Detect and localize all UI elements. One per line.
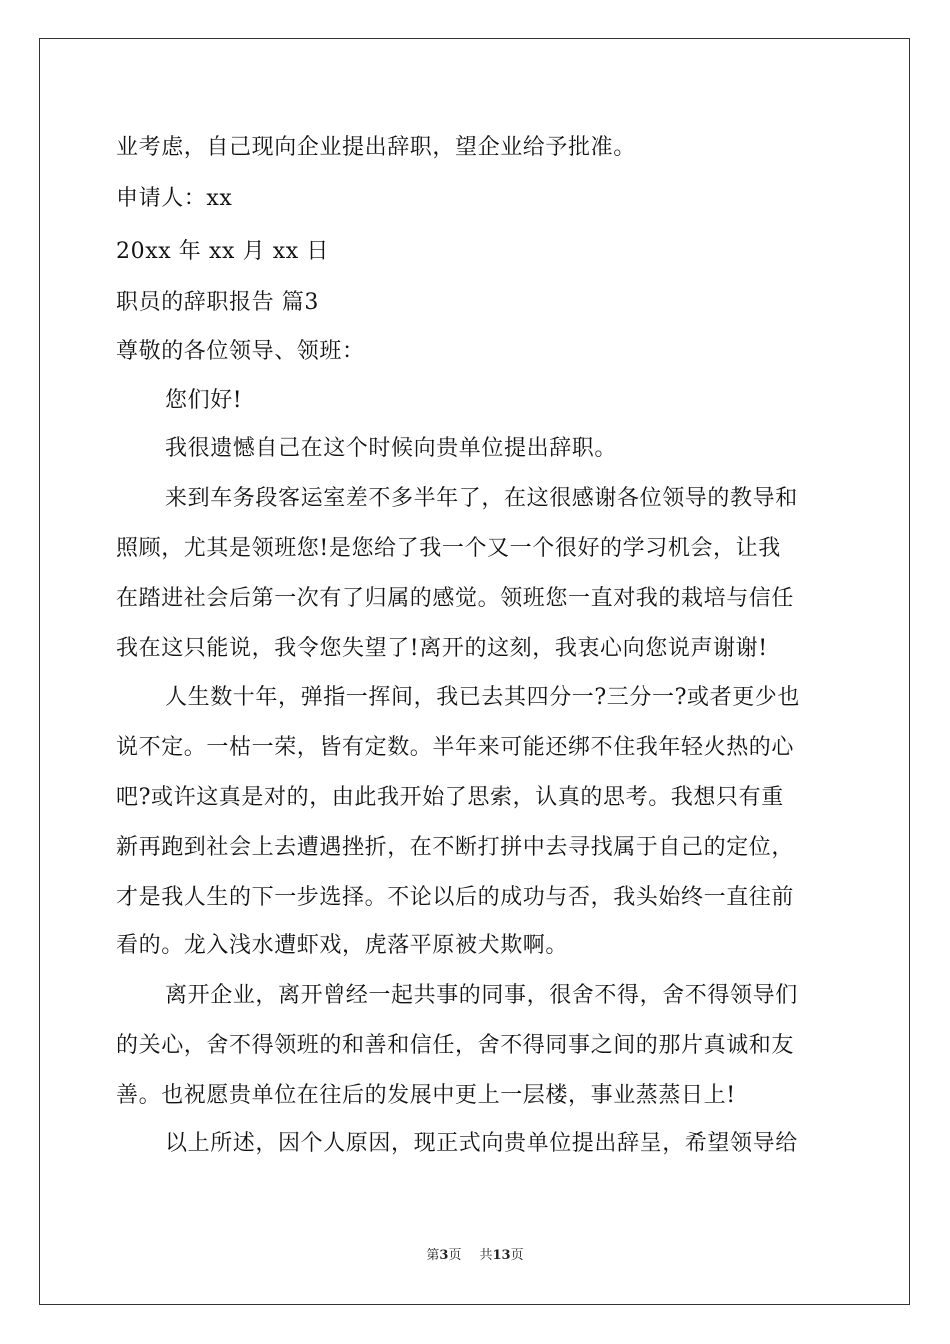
- text-line-13: 说不定。一枯一荣，皆有定数。半年来可能还绑不住我年轻火热的心: [116, 735, 795, 760]
- text-line-9: 照顾，尤其是领班您!是您给了我一个又一个很好的学习机会，让我: [116, 536, 781, 561]
- footer-page-suffix: 页: [448, 1248, 462, 1263]
- date-line: 20xx 年 xx 月 xx 日: [116, 239, 330, 264]
- text-line-10: 在踏进社会后第一次有了归属的感觉。领班您一直对我的栽培与信任: [116, 586, 795, 611]
- text-line-15: 新再跑到社会上去遭遇挫折，在不断打拼中去寻找属于自己的定位，: [116, 835, 795, 860]
- text-line-1: 业考虑，自己现向企业提出辞职，望企业给予批准。: [116, 135, 636, 160]
- text-line-18: 离开企业，离开曾经一起共事的同事，很舍不得，舍不得领导们: [165, 983, 798, 1008]
- text-line-12: 人生数十年，弹指一挥间，我已去其四分一?三分一?或者更少也: [165, 685, 800, 710]
- page-border: [39, 38, 910, 1305]
- text-line-11: 我在这只能说，我令您失望了!离开的这刻，我衷心向您说声谢谢!: [116, 636, 768, 661]
- text-line-8: 来到车务段客运室差不多半年了，在这很感谢各位领导的教导和: [165, 486, 798, 511]
- text-line-16: 才是我人生的下一步选择。不论以后的成功与否，我头始终一直往前: [116, 885, 795, 910]
- text-line-21: 以上所述，因个人原因，现正式向贵单位提出辞呈，希望领导给: [165, 1131, 798, 1156]
- footer-total-prefix: 共: [479, 1248, 493, 1263]
- section-heading: 职员的辞职报告 篇3: [116, 290, 319, 315]
- salutation-line: 尊敬的各位领导、领班：: [116, 339, 365, 364]
- text-line-7: 我很遗憾自己在这个时候向贵单位提出辞职。: [165, 436, 618, 461]
- footer-total-pages: 13: [492, 1248, 511, 1263]
- text-line-17: 看的。龙入浅水遭虾戏，虎落平原被犬欺啊。: [116, 933, 569, 958]
- applicant-line: 申请人：xx: [116, 186, 233, 211]
- footer-total-suffix: 页: [510, 1248, 524, 1263]
- page-footer: [0, 1248, 950, 1264]
- text-line-14: 吧?或许这真是对的，由此我开始了思索，认真的思考。我想只有重: [116, 785, 784, 810]
- greeting-line: 您们好!: [165, 388, 243, 413]
- text-line-19: 的关心，舍不得领班的和善和信任，舍不得同事之间的那片真诚和友: [116, 1033, 795, 1058]
- footer-page-prefix: 第: [426, 1248, 440, 1263]
- text-line-20: 善。也祝愿贵单位在往后的发展中更上一层楼，事业蒸蒸日上!: [116, 1083, 736, 1108]
- footer-page-number: 3: [439, 1248, 449, 1263]
